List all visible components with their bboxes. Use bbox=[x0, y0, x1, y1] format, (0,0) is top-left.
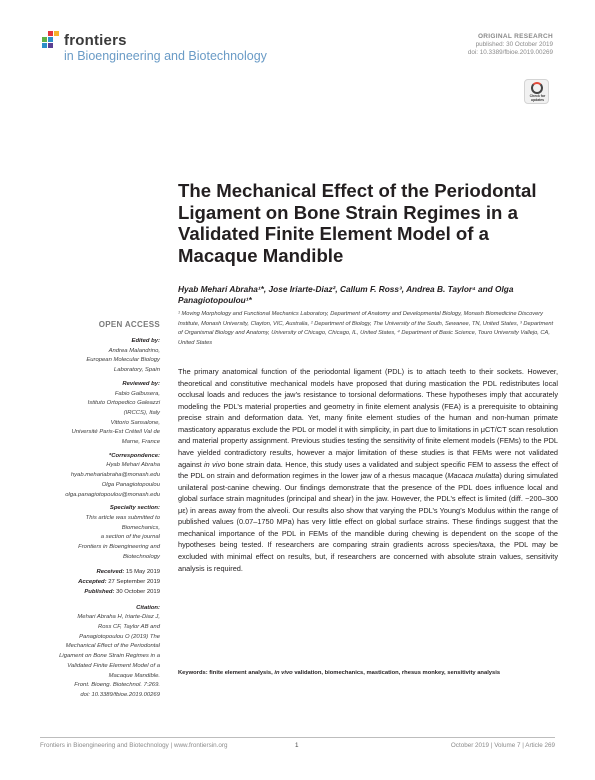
citation-line: Ross CF, Taylor AB and bbox=[98, 623, 160, 630]
edited-by-heading: Edited by: bbox=[131, 338, 160, 344]
received-date bbox=[40, 568, 160, 578]
footer-issue: October 2019 | Volume 7 | Article 269 bbox=[450, 742, 555, 749]
published-date: published: 30 October 2019 bbox=[475, 41, 553, 48]
reviewed-by-heading: Reviewed by: bbox=[122, 380, 160, 387]
citation-line: Mehari Abraha H, Iriarte-Diaz J, bbox=[77, 614, 160, 621]
keywords-text: validation, biomechanics, mastication, rhesus monkey, sensitivity analysis bbox=[292, 670, 501, 676]
specialty-line: Frontiers in Bioengineering and bbox=[78, 544, 160, 551]
abstract-text: bone strain data. Hence, this study uses a validated and subject specific FEM to assess the effect of the PDL on strain and deformation regimes in the lower jaw of a rhesus macaque ( bbox=[178, 459, 558, 481]
abstract-text: The primary anatomical function of the periodontal ligament (PDL) is to attach teeth to their sockets. However, theoretical and constitutive mechanical models have proposed that during mastication the PDL redistributes local occlusal loads and reduces the jaw’s resistance to torsional deformations. These hypotheses imply that accurately modeling the PDL’s material properties and geometry in finite element analysis (FEA) is a prerequisite to obtaining precise strain and deformation data. Yet, many finite element studies of the human and non-human primate masticatory apparatus exclude the PDL or model it with simplicity, in part due to limitations in μCT/CT scan resolution and material property assignment. Previous studies testing the sensitivity of finite element models (FEMs) to the PDL have yielded contradictory results, however a major limitation of these studies is that FEMs were not validated against bbox=[178, 367, 558, 469]
published-value: 30 October 2019 bbox=[114, 588, 160, 595]
keywords-text: finite element analysis, bbox=[207, 670, 275, 676]
citation-line: Panagiotopoulou O (2019) The bbox=[79, 633, 160, 640]
article-type: ORIGINAL RESEARCH bbox=[477, 33, 553, 40]
citation-line: Macaque Mandible. bbox=[108, 672, 160, 679]
journal-name[interactable]: in Bioengineering and Biotechnology bbox=[64, 49, 267, 63]
reviewer-line: Vittorio Sansalone, bbox=[110, 419, 160, 426]
citation-line: Validated Finite Element Model of a bbox=[67, 662, 160, 669]
published-label: Published: bbox=[84, 588, 115, 595]
keywords-label: Keywords: bbox=[178, 670, 208, 676]
author-list[interactable]: Hyab Mehari Abraha¹*, Jose Iriarte-Diaz², Callum F. Ross³, Andrea B. Taylor⁴ and Olga Panagiotopoulou¹* bbox=[178, 284, 514, 305]
reviewer-line: Université Paris-Est Créteil Val de bbox=[71, 429, 160, 436]
citation-heading: Citation: bbox=[136, 604, 160, 611]
correspondence-heading: *Correspondence: bbox=[108, 452, 160, 459]
article-meta bbox=[468, 33, 553, 56]
correspondence-email[interactable]: hyab.mehariabraha@monash.edu bbox=[70, 472, 160, 479]
editor-line: European Molecular Biology bbox=[86, 357, 160, 364]
correspondence-name: Olga Panagiotopoulou bbox=[101, 481, 160, 488]
page-number: 1 bbox=[295, 742, 299, 749]
accepted-date bbox=[40, 578, 160, 588]
abstract-italic: Macaca mulatta bbox=[447, 471, 500, 481]
reviewer-line: Fabio Galbusera, bbox=[114, 390, 160, 397]
footer-journal-link[interactable]: Frontiers in Bioengineering and Biotechnology | www.frontiersin.org bbox=[40, 742, 228, 749]
reviewer-line: Istituto Ortopedico Galeazzi bbox=[87, 400, 160, 407]
received-value: 15 May 2019 bbox=[124, 569, 160, 576]
specialty-line: a section of the journal bbox=[100, 534, 160, 541]
citation-doi-link[interactable]: doi: 10.3389/fbioe.2019.00269 bbox=[80, 691, 160, 698]
article-info-sidebar bbox=[40, 337, 160, 701]
doi-link[interactable]: doi: 10.3389/fbioe.2019.00269 bbox=[467, 49, 553, 56]
footer-divider bbox=[40, 737, 555, 738]
accepted-label: Accepted: bbox=[78, 579, 107, 586]
citation-line: Mechanical Effect of the Periodontal bbox=[65, 643, 160, 650]
accepted-value: 27 September 2019 bbox=[106, 579, 160, 586]
published-row bbox=[40, 588, 160, 598]
frontiers-logo-icon bbox=[40, 30, 62, 52]
affiliations: ¹ Moving Morphology and Functional Mechanics Laboratory, Department of Anatomy and Developmental Biology, Monash Biomedicine Discovery Institute, Monash University, Clayton, VIC, Australia, ² Department of Biology, The University of the South, Sewanee, TN, United States, ³ Department of Organismal Biology and Anatomy, University of Chicago, Chicago, IL, United States, ⁴ Department of Basic Science, Touro University Vallejo, CA, United States bbox=[178, 311, 554, 346]
specialty-heading: Specialty section: bbox=[109, 505, 160, 512]
abstract-text: ) during simulated unilateral post-canine chewing. Our findings demonstrate that the presence of the PDL does influence local and global surface strain magnitudes (principal and shear) in the jaw. However, the PDL’s effect is limited (diff. ~200–300 με) in areas away from the alveoli. Our results also show that varying the PDL’s Young’s Modulus within the range of published values (0.07–1750 MPa) has very little effect on global surface strains. These findings suggest that the mechanical importance of the PDL in FEMs of the mandible during chewing is dependent on the scope of the hypotheses being tested. If researchers are comparing strain gradients across species/taxa, the PDL may be excluded with minimal effect on results, but, if researchers are concerned with absolute strain values, sensitivity analysis is required. bbox=[178, 471, 558, 573]
citation-line: Front. Bioeng. Biotechnol. 7:269. bbox=[74, 682, 160, 689]
reviewer-line: Marne, France bbox=[121, 439, 160, 446]
received-label: Received: bbox=[96, 569, 125, 576]
article-title: The Mechanical Effect of the Periodontal Ligament on Bone Strain Regimes in a Validated Finite Element Model of a Macaque Mandible bbox=[178, 180, 537, 266]
correspondence-name: Hyab Mehari Abraha bbox=[106, 462, 160, 469]
specialty-line: Biomechanics, bbox=[121, 524, 160, 531]
keywords-italic: in vivo bbox=[274, 670, 293, 676]
specialty-line: This article was submitted to bbox=[85, 514, 160, 521]
open-access-label: OPEN ACCESS bbox=[98, 320, 160, 329]
check-for-updates-button[interactable] bbox=[524, 79, 549, 104]
editor-line: Laboratory, Spain bbox=[113, 367, 160, 374]
abstract bbox=[178, 366, 558, 574]
correspondence-email[interactable]: olga.panagiotopoulou@monash.edu bbox=[65, 491, 160, 498]
reviewer-line: (IRCCS), Italy bbox=[123, 409, 160, 416]
editor-line: Andrea Malandrino, bbox=[108, 347, 160, 354]
keywords bbox=[178, 669, 558, 678]
check-updates-label: Check for updates bbox=[529, 94, 546, 102]
citation-line: Ligament on Bone Strain Regimes in a bbox=[59, 653, 160, 660]
check-updates-icon bbox=[531, 82, 543, 94]
abstract-italic: in vivo bbox=[204, 459, 226, 469]
specialty-line: Biotechnology bbox=[122, 553, 160, 560]
logo-wordmark: frontiers bbox=[64, 32, 127, 49]
